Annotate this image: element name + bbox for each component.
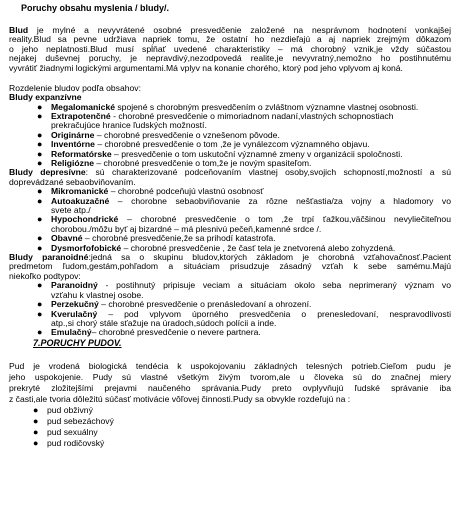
bullet-icon: ● — [37, 102, 43, 112]
list-item: Originárne – chorobné presvedčenie o vznešenom pôvode. — [51, 130, 280, 140]
bullet-icon: ● — [37, 280, 43, 290]
list-item: Extrapotenčné - chorobné presvedčenie o mimoriadnom nadaní,vlastných schopnostiach — [51, 111, 394, 121]
bullet-icon: ● — [37, 196, 43, 206]
intro-term: Blud — [9, 25, 29, 35]
section-paragraph-line: jeho uspokojenie. Pudy sú vlastné všetkým živým tvorom,ale u človeka sú do značnej miery — [9, 372, 451, 382]
section-paragraph-line: prekryté zložitejšími prejavmi naučeného správania.Pudy preto ovplyvňujú ľudské správanie iba — [9, 383, 451, 393]
list-item-continuation: prekračujúce hranice ľudských možností. — [51, 120, 207, 130]
list-item: Kverulačný – pod vplyvom úporného presvedčenia o prenesledovaní, nespravodlivosti — [51, 309, 451, 319]
list-item: Perzekučný – chorobné presvedčenie o prenásledovaní a ohrození. — [51, 299, 312, 309]
bullet-icon: ● — [33, 416, 39, 426]
bullet-icon: ● — [37, 243, 43, 253]
bullet-icon: ● — [37, 299, 43, 309]
intro-line-5: vyvrátiť žiadnymi logickými argumentami.Má vplyv na konanie chorého, ktorý pod jeho vplyvom aj koná. — [9, 63, 403, 73]
intro-line-4: nejakej duševnej poruchy, je nepravdivý,nezodpovedá realite,je nevyvratný,nemožno ho postihnutému — [9, 53, 451, 63]
bullet-icon: ● — [37, 309, 43, 319]
list-item: Inventórne – chorobné presvedčenie o tom ,že je vynálezcom významného objavu. — [51, 139, 370, 149]
list-item-continuation: chorobou./môžu byť aj bizardné – má plesnivú pečeň,kamenné srdce /. — [51, 224, 322, 234]
bullet-icon: ● — [33, 438, 39, 448]
list-item: Hypochondrické – chorobné presvedčenie o tom ,že trpí ťažkou,väčšinou nevyliečiteľnou — [51, 214, 451, 224]
bullet-icon: ● — [37, 327, 43, 337]
list-item-continuation: vzťahu k vlastnej osobe. — [51, 290, 144, 300]
list-item-continuation: atp.,si chorý stále sťažuje na úradoch,súdoch polícii a inde. — [51, 318, 277, 328]
list-item: Dysmorfofobické – chorobné presvedčenie , že časť tela je znetvorená alebo zohyzdená. — [51, 243, 396, 253]
list-item: Obavné – chorobné presvedčenie,že sa prihodí katastrofa. — [51, 233, 276, 243]
document-title: Poruchy obsahu myslenia / bludy/. — [21, 3, 170, 13]
list-item: Reformatórske – presvedčenie o tom uskutoční významné zmeny v organizácii spoločnosti. — [51, 149, 403, 159]
section-paragraph-line: Pud je vrodená biologická tendécia k uspokojovaniu základných telesných potrieb.Cieľom pudu je — [9, 361, 451, 371]
list-item: pud obživný — [47, 405, 93, 415]
division-heading: Rozdelenie bludov podľa obsahov: — [9, 83, 141, 93]
list-item: Emulačný– chorobné presvedčenie o nevere partnera. — [51, 327, 261, 337]
bullet-icon: ● — [37, 149, 43, 159]
intro-line-3: o jeho neplatnosti.Blud musí spĺňať uvedené charakteristiky – má chorobný vznik,je vždy súčastou — [9, 44, 451, 54]
group-heading-continuation: niekoľko podtypov: — [9, 271, 81, 281]
group-heading-continuation: doprevádzané sebaobviňovaním. — [9, 177, 136, 187]
list-item: Paranoidný - postihnutý pripisuje veciam a situáciam okolo seba neprimeraný význam vo — [51, 280, 451, 290]
group-heading-continuation: predmetom ľudom,gestám,pohľadom a situáciam prisudzuje zásadný vzťah k sebe samému.Majú — [9, 261, 451, 271]
intro-line-2: reality.Blud sa pevne udržiava napriek tomu, že ostatní ho nezdieľajú a aj napriek zrejmým dôkazom — [9, 34, 451, 44]
bullet-icon: ● — [33, 427, 39, 437]
intro-line-1: Blud je mylné a nevyvrátené osobné presvedčenie založené na nesprávnom hodnotení vonkajšej — [9, 25, 451, 35]
group-heading-paranoid: Bludy paranoidné:jedná sa o skupinu bludov,ktorých základom je chorobná vzťahovačnosť.Pacient — [9, 252, 451, 262]
group-heading-expansive: Bludy expanzívne — [9, 92, 82, 102]
list-item: Religiózne – chorobné presvedčenie o tom,že je novým spasiteľom. — [51, 158, 312, 168]
bullet-icon: ● — [37, 139, 43, 149]
bullet-icon: ● — [33, 405, 39, 415]
list-item: Megalomanické spojené s chorobným presvedčením o zvláštnom významne vlastnej osobnosti. — [51, 102, 419, 112]
bullet-icon: ● — [37, 130, 43, 140]
section-heading: 7.PORUCHY PUDOV. — [33, 338, 122, 348]
bullet-icon: ● — [37, 158, 43, 168]
list-item: Mikromanické – chorobné podceňujú vlastnú osobnosť — [51, 186, 264, 196]
section-paragraph-line: z časti,ale tvoria dôležitú súčasť motivácie vôľovej činnosti.Pudy sa obvykle rozdeľujú na : — [9, 394, 351, 404]
list-item: pud sebezáchový — [47, 416, 114, 426]
bullet-icon: ● — [37, 214, 43, 224]
bullet-icon: ● — [37, 233, 43, 243]
list-item: pud rodičovský — [47, 438, 105, 448]
list-item: pud sexuálny — [47, 427, 98, 437]
group-heading-depressive: Bludy depresívne: sú charakterizované podceňovaním vlastnej osoby,svojich schopností,možností a sú — [9, 167, 451, 177]
list-item-continuation: svete atp./ — [51, 205, 91, 215]
bullet-icon: ● — [37, 186, 43, 196]
bullet-icon: ● — [37, 111, 43, 121]
list-item: Autoakuzačné – chorobne sebaobviňovanie za rôzne nešťastia/za vojny a hladomory vo — [51, 196, 451, 206]
